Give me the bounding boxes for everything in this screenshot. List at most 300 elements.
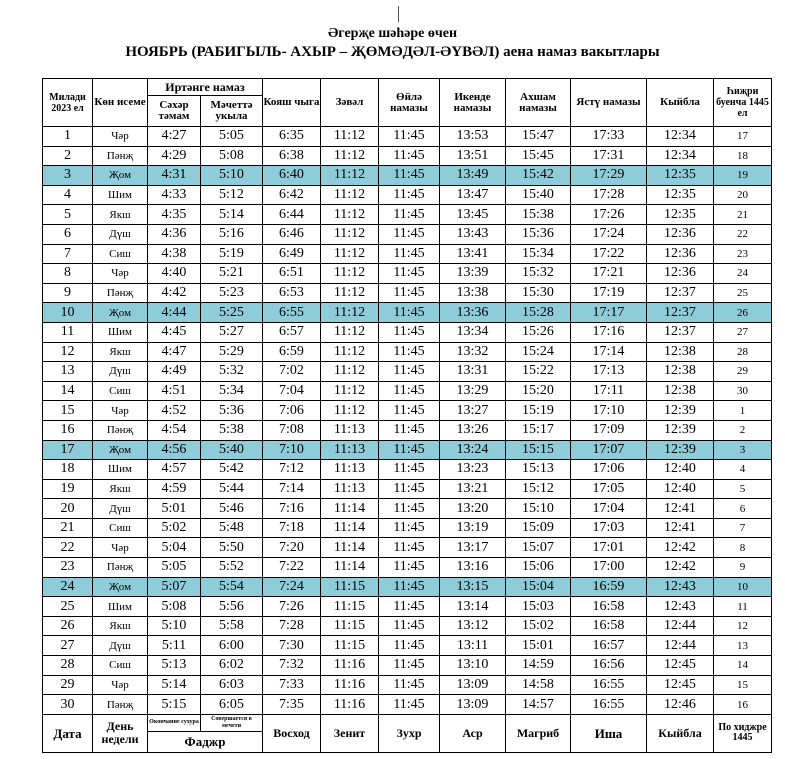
cell-day-name: Сиш [93, 656, 148, 676]
cell-ikinde: 13:49 [440, 166, 506, 186]
cell-sahar: 4:47 [148, 342, 201, 362]
cell-mechet: 5:36 [201, 401, 263, 421]
cell-sunrise: 7:06 [263, 401, 321, 421]
cell-sahar: 5:11 [148, 636, 201, 656]
cell-sunrise: 7:10 [263, 440, 321, 460]
cell-oila: 11:45 [379, 205, 440, 225]
cell-mechet: 5:48 [201, 518, 263, 538]
cell-ikinde: 13:24 [440, 440, 506, 460]
table-row [43, 283, 772, 303]
cell-zawal: 11:14 [321, 558, 379, 578]
cell-sunrise: 7:35 [263, 695, 321, 715]
header-mechet: Мәчеттә укыла [201, 96, 263, 127]
cell-zawal: 11:12 [321, 401, 379, 421]
cell-aksham: 15:17 [506, 420, 571, 440]
cell-qibla: 12:45 [647, 656, 714, 676]
table-row [43, 303, 772, 323]
cell-day-name: Сиш [93, 244, 148, 264]
cell-sahar: 4:59 [148, 479, 201, 499]
table-row [43, 440, 772, 460]
cell-date: 29 [43, 675, 93, 695]
cell-sahar: 4:49 [148, 362, 201, 382]
cell-sunrise: 7:24 [263, 577, 321, 597]
cell-sunrise: 7:08 [263, 420, 321, 440]
cell-day-name: Дүш [93, 224, 148, 244]
cell-ikinde: 13:11 [440, 636, 506, 656]
cell-sahar: 5:10 [148, 616, 201, 636]
cell-day-name: Якш [93, 205, 148, 225]
cell-yastu: 17:21 [571, 264, 647, 284]
footer-fajr: Фаджр [148, 731, 263, 752]
cell-yastu: 17:07 [571, 440, 647, 460]
cell-sunrise: 7:04 [263, 381, 321, 401]
cell-zawal: 11:16 [321, 656, 379, 676]
cell-aksham: 15:10 [506, 499, 571, 519]
cell-oila: 11:45 [379, 362, 440, 382]
cell-zawal: 11:14 [321, 518, 379, 538]
cell-yastu: 16:58 [571, 597, 647, 617]
cell-day-name: Пәнҗ [93, 283, 148, 303]
cell-day-name: Чәр [93, 675, 148, 695]
footer-maghrib: Магриб [506, 714, 571, 752]
cell-date: 10 [43, 303, 93, 323]
cell-day-name: Шим [93, 185, 148, 205]
header-day-name: Көн исеме [93, 79, 148, 127]
cell-qibla: 12:37 [647, 322, 714, 342]
cell-sunrise: 7:22 [263, 558, 321, 578]
cell-zawal: 11:12 [321, 205, 379, 225]
cell-aksham: 15:26 [506, 322, 571, 342]
cell-yastu: 17:14 [571, 342, 647, 362]
cell-date: 26 [43, 616, 93, 636]
cell-zawal: 11:12 [321, 127, 379, 147]
footer-sunrise: Восход [263, 714, 321, 752]
footer-weekday: День недели [93, 714, 148, 752]
cell-qibla: 12:41 [647, 499, 714, 519]
cell-sunrise: 6:46 [263, 224, 321, 244]
table-row [43, 597, 772, 617]
cell-oila: 11:45 [379, 558, 440, 578]
cell-mechet: 5:50 [201, 538, 263, 558]
cell-zawal: 11:16 [321, 675, 379, 695]
cell-date: 2 [43, 146, 93, 166]
table-row [43, 166, 772, 186]
cell-day-name: Якш [93, 616, 148, 636]
cell-zawal: 11:12 [321, 224, 379, 244]
cell-yastu: 17:19 [571, 283, 647, 303]
cell-ikinde: 13:41 [440, 244, 506, 264]
cell-day-name: Җом [93, 303, 148, 323]
cell-sahar: 4:31 [148, 166, 201, 186]
table-row [43, 362, 772, 382]
cell-day-name: Чәр [93, 538, 148, 558]
cell-aksham: 15:30 [506, 283, 571, 303]
cell-date: 12 [43, 342, 93, 362]
cell-sunrise: 6:59 [263, 342, 321, 362]
cell-sunrise: 7:33 [263, 675, 321, 695]
cell-sahar: 4:56 [148, 440, 201, 460]
header-zawal: Зәвәл [321, 79, 379, 127]
table-row [43, 499, 772, 519]
cell-sunrise: 7:20 [263, 538, 321, 558]
table-row [43, 695, 772, 715]
cell-sunrise: 6:42 [263, 185, 321, 205]
cell-mechet: 6:02 [201, 656, 263, 676]
cell-mechet: 5:58 [201, 616, 263, 636]
cell-oila: 11:45 [379, 244, 440, 264]
table-row [43, 636, 772, 656]
cell-date: 27 [43, 636, 93, 656]
table-row [43, 244, 772, 264]
table-row [43, 224, 772, 244]
cell-date: 15 [43, 401, 93, 421]
cell-hijri: 10 [714, 577, 772, 597]
cell-zawal: 11:15 [321, 597, 379, 617]
cell-hijri: 26 [714, 303, 772, 323]
cell-date: 28 [43, 656, 93, 676]
cell-oila: 11:45 [379, 460, 440, 480]
cell-ikinde: 13:17 [440, 538, 506, 558]
table-row [43, 675, 772, 695]
cell-mechet: 5:44 [201, 479, 263, 499]
cell-zawal: 11:15 [321, 636, 379, 656]
cell-sahar: 5:13 [148, 656, 201, 676]
cell-date: 18 [43, 460, 93, 480]
cell-qibla: 12:44 [647, 636, 714, 656]
cell-date: 21 [43, 518, 93, 538]
table-row [43, 264, 772, 284]
cell-day-name: Сиш [93, 518, 148, 538]
cell-ikinde: 13:16 [440, 558, 506, 578]
cell-oila: 11:45 [379, 185, 440, 205]
cell-date: 30 [43, 695, 93, 715]
cell-mechet: 5:56 [201, 597, 263, 617]
cell-mechet: 5:25 [201, 303, 263, 323]
cell-mechet: 6:03 [201, 675, 263, 695]
cell-sahar: 4:33 [148, 185, 201, 205]
table-row [43, 420, 772, 440]
cell-sahar: 4:35 [148, 205, 201, 225]
cell-yastu: 17:29 [571, 166, 647, 186]
cell-qibla: 12:35 [647, 166, 714, 186]
header-sahar: Сәхәр тәмам [148, 96, 201, 127]
cell-aksham: 15:40 [506, 185, 571, 205]
cell-hijri: 8 [714, 538, 772, 558]
cell-day-name: Якш [93, 342, 148, 362]
cell-sunrise: 6:40 [263, 166, 321, 186]
cell-oila: 11:45 [379, 264, 440, 284]
cell-oila: 11:45 [379, 283, 440, 303]
cell-mechet: 5:46 [201, 499, 263, 519]
cell-aksham: 15:42 [506, 166, 571, 186]
cell-aksham: 15:01 [506, 636, 571, 656]
header-oila: Өйлә намазы [379, 79, 440, 127]
cell-zawal: 11:12 [321, 185, 379, 205]
cell-zawal: 11:12 [321, 381, 379, 401]
cell-yastu: 17:00 [571, 558, 647, 578]
cell-sunrise: 7:26 [263, 597, 321, 617]
cell-day-name: Пәнҗ [93, 695, 148, 715]
header-sunrise: Кояш чыга [263, 79, 321, 127]
cell-zawal: 11:15 [321, 616, 379, 636]
cell-yastu: 17:10 [571, 401, 647, 421]
cell-qibla: 12:39 [647, 440, 714, 460]
cell-oila: 11:45 [379, 127, 440, 147]
cell-oila: 11:45 [379, 518, 440, 538]
cell-day-name: Дүш [93, 362, 148, 382]
cell-sahar: 5:07 [148, 577, 201, 597]
cell-day-name: Чәр [93, 264, 148, 284]
cell-zawal: 11:12 [321, 342, 379, 362]
cell-date: 4 [43, 185, 93, 205]
cell-sunrise: 6:38 [263, 146, 321, 166]
cell-date: 25 [43, 597, 93, 617]
cell-qibla: 12:42 [647, 538, 714, 558]
cell-day-name: Пәнҗ [93, 558, 148, 578]
table-row [43, 127, 772, 147]
cell-sahar: 4:27 [148, 127, 201, 147]
cell-date: 6 [43, 224, 93, 244]
cell-mechet: 5:12 [201, 185, 263, 205]
cell-ikinde: 13:45 [440, 205, 506, 225]
cell-ikinde: 13:32 [440, 342, 506, 362]
cell-day-name: Шим [93, 597, 148, 617]
cell-sahar: 4:40 [148, 264, 201, 284]
cell-date: 19 [43, 479, 93, 499]
cell-ikinde: 13:10 [440, 656, 506, 676]
table-row [43, 616, 772, 636]
cell-qibla: 12:43 [647, 597, 714, 617]
cell-ikinde: 13:31 [440, 362, 506, 382]
cell-date: 13 [43, 362, 93, 382]
cell-day-name: Чәр [93, 401, 148, 421]
cell-qibla: 12:38 [647, 342, 714, 362]
cell-qibla: 12:40 [647, 479, 714, 499]
cell-sunrise: 6:57 [263, 322, 321, 342]
cell-mechet: 5:42 [201, 460, 263, 480]
cell-ikinde: 13:43 [440, 224, 506, 244]
cell-zawal: 11:12 [321, 362, 379, 382]
cell-aksham: 15:12 [506, 479, 571, 499]
cell-yastu: 16:58 [571, 616, 647, 636]
cell-hijri: 24 [714, 264, 772, 284]
cell-aksham: 15:45 [506, 146, 571, 166]
cell-hijri: 20 [714, 185, 772, 205]
cell-oila: 11:45 [379, 675, 440, 695]
cell-date: 11 [43, 322, 93, 342]
footer-hijri: По хиджре 1445 [714, 714, 772, 752]
cell-qibla: 12:46 [647, 695, 714, 715]
cell-yastu: 16:57 [571, 636, 647, 656]
table-row [43, 342, 772, 362]
cell-hijri: 21 [714, 205, 772, 225]
month-title: НОЯБРЬ (РАБИГЫЛЬ- АХЫР – ҖӨМӘДӘЛ-ӘҮВӘЛ) аена намаз вакытлары [125, 44, 660, 60]
cell-yastu: 17:28 [571, 185, 647, 205]
cell-hijri: 11 [714, 597, 772, 617]
table-row [43, 205, 772, 225]
cell-yastu: 17:24 [571, 224, 647, 244]
cell-aksham: 15:38 [506, 205, 571, 225]
cell-mechet: 6:05 [201, 695, 263, 715]
cell-sunrise: 7:30 [263, 636, 321, 656]
cell-oila: 11:45 [379, 146, 440, 166]
cell-mechet: 5:05 [201, 127, 263, 147]
cell-zawal: 11:12 [321, 303, 379, 323]
cell-zawal: 11:13 [321, 420, 379, 440]
cell-hijri: 14 [714, 656, 772, 676]
cell-zawal: 11:12 [321, 283, 379, 303]
cell-qibla: 12:45 [647, 675, 714, 695]
cell-zawal: 11:13 [321, 440, 379, 460]
cell-mechet: 5:32 [201, 362, 263, 382]
cell-yastu: 17:33 [571, 127, 647, 147]
cell-hijri: 17 [714, 127, 772, 147]
cell-sunrise: 6:53 [263, 283, 321, 303]
cell-sahar: 4:52 [148, 401, 201, 421]
table-row [43, 460, 772, 480]
cell-yastu: 17:22 [571, 244, 647, 264]
cell-sunrise: 7:14 [263, 479, 321, 499]
cell-mechet: 5:54 [201, 577, 263, 597]
cell-yastu: 17:06 [571, 460, 647, 480]
cell-sahar: 4:38 [148, 244, 201, 264]
footer-date: Дата [43, 714, 93, 752]
cell-mechet: 5:27 [201, 322, 263, 342]
cell-aksham: 15:24 [506, 342, 571, 362]
cell-hijri: 19 [714, 166, 772, 186]
cell-sunrise: 7:16 [263, 499, 321, 519]
cell-hijri: 23 [714, 244, 772, 264]
cell-sunrise: 7:12 [263, 460, 321, 480]
cell-sahar: 5:05 [148, 558, 201, 578]
cell-date: 1 [43, 127, 93, 147]
cell-zawal: 11:12 [321, 322, 379, 342]
cell-sahar: 5:08 [148, 597, 201, 617]
cell-oila: 11:45 [379, 303, 440, 323]
cell-day-name: Шим [93, 322, 148, 342]
cell-qibla: 12:36 [647, 244, 714, 264]
cell-oila: 11:45 [379, 420, 440, 440]
cell-sahar: 4:45 [148, 322, 201, 342]
cell-yastu: 17:31 [571, 146, 647, 166]
cell-zawal: 11:12 [321, 264, 379, 284]
cell-oila: 11:45 [379, 695, 440, 715]
footer-isha: Иша [571, 714, 647, 752]
cell-sahar: 5:14 [148, 675, 201, 695]
header-yastu: Ястү намазы [571, 79, 647, 127]
cell-mechet: 5:14 [201, 205, 263, 225]
cell-sunrise: 6:55 [263, 303, 321, 323]
cell-qibla: 12:40 [647, 460, 714, 480]
cell-day-name: Дүш [93, 499, 148, 519]
cell-qibla: 12:36 [647, 224, 714, 244]
cell-mechet: 5:40 [201, 440, 263, 460]
cell-date: 7 [43, 244, 93, 264]
cell-aksham: 15:06 [506, 558, 571, 578]
cell-oila: 11:45 [379, 597, 440, 617]
cell-day-name: Пәнҗ [93, 420, 148, 440]
cell-date: 22 [43, 538, 93, 558]
cell-hijri: 25 [714, 283, 772, 303]
cell-ikinde: 13:19 [440, 518, 506, 538]
footer-in-mosque: Совершается в мечети [201, 714, 263, 731]
cell-mechet: 5:19 [201, 244, 263, 264]
cell-aksham: 14:57 [506, 695, 571, 715]
cell-mechet: 5:38 [201, 420, 263, 440]
cell-aksham: 15:34 [506, 244, 571, 264]
cell-ikinde: 13:26 [440, 420, 506, 440]
cell-ikinde: 13:53 [440, 127, 506, 147]
cell-sunrise: 7:18 [263, 518, 321, 538]
footer-end-suhur: Окончание сухура [148, 714, 201, 731]
cell-yastu: 16:59 [571, 577, 647, 597]
cell-ikinde: 13:34 [440, 322, 506, 342]
cell-date: 20 [43, 499, 93, 519]
cell-aksham: 15:13 [506, 460, 571, 480]
cell-hijri: 22 [714, 224, 772, 244]
cell-ikinde: 13:27 [440, 401, 506, 421]
cell-qibla: 12:39 [647, 401, 714, 421]
cell-zawal: 11:12 [321, 166, 379, 186]
cell-sahar: 4:51 [148, 381, 201, 401]
cell-yastu: 17:09 [571, 420, 647, 440]
cell-qibla: 12:35 [647, 205, 714, 225]
cell-hijri: 30 [714, 381, 772, 401]
cell-qibla: 12:37 [647, 283, 714, 303]
table-row [43, 322, 772, 342]
cell-date: 14 [43, 381, 93, 401]
cell-oila: 11:45 [379, 401, 440, 421]
cell-yastu: 17:11 [571, 381, 647, 401]
cell-hijri: 13 [714, 636, 772, 656]
cell-day-name: Җом [93, 166, 148, 186]
header-morning-prayer: Иртәнге намаз [148, 79, 263, 96]
cell-qibla: 12:34 [647, 146, 714, 166]
cell-day-name: Чәр [93, 127, 148, 147]
cell-yastu: 17:03 [571, 518, 647, 538]
cell-mechet: 5:29 [201, 342, 263, 362]
cell-day-name: Сиш [93, 381, 148, 401]
cell-sahar: 4:54 [148, 420, 201, 440]
cell-ikinde: 13:51 [440, 146, 506, 166]
cell-qibla: 12:42 [647, 558, 714, 578]
header-ikinde: Икенде намазы [440, 79, 506, 127]
cell-oila: 11:45 [379, 224, 440, 244]
cell-qibla: 12:39 [647, 420, 714, 440]
cell-date: 8 [43, 264, 93, 284]
cell-yastu: 17:16 [571, 322, 647, 342]
cell-ikinde: 13:15 [440, 577, 506, 597]
cell-hijri: 7 [714, 518, 772, 538]
cell-oila: 11:45 [379, 636, 440, 656]
cell-sahar: 4:29 [148, 146, 201, 166]
cell-hijri: 2 [714, 420, 772, 440]
cell-yastu: 16:55 [571, 675, 647, 695]
cell-day-name: Пәнҗ [93, 146, 148, 166]
cell-ikinde: 13:09 [440, 675, 506, 695]
cell-oila: 11:45 [379, 479, 440, 499]
cell-yastu: 17:26 [571, 205, 647, 225]
cell-hijri: 3 [714, 440, 772, 460]
cell-sahar: 4:57 [148, 460, 201, 480]
table-row [43, 146, 772, 166]
cell-aksham: 15:03 [506, 597, 571, 617]
cell-hijri: 27 [714, 322, 772, 342]
table-row [43, 538, 772, 558]
cell-mechet: 5:16 [201, 224, 263, 244]
cell-oila: 11:45 [379, 342, 440, 362]
table-row [43, 577, 772, 597]
